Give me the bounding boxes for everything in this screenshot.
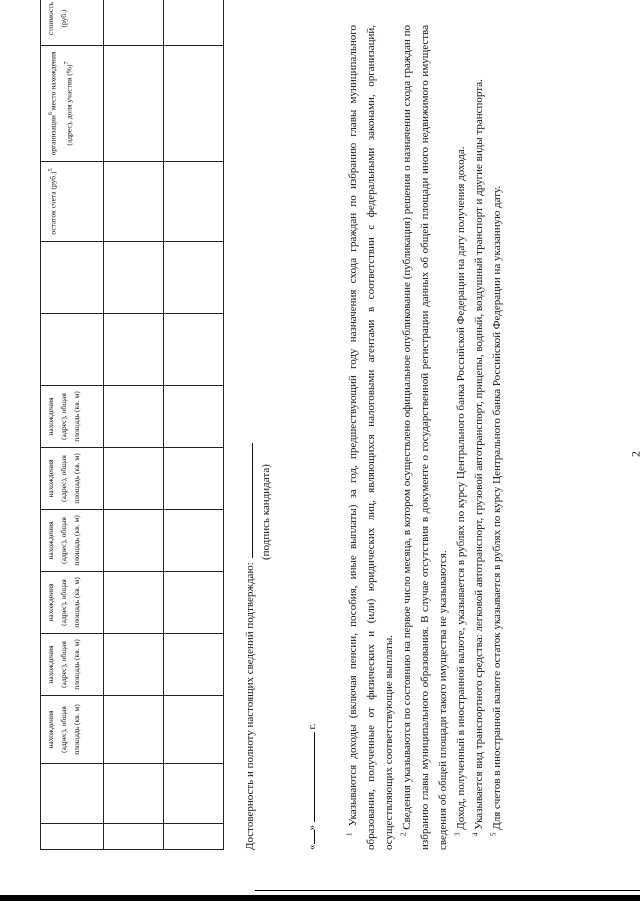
table-cell xyxy=(164,242,224,314)
table-cell xyxy=(164,162,224,242)
page-number: 2 xyxy=(628,451,643,457)
table-header-cell: нахождения (адрес), общая площадь (кв. м) xyxy=(41,448,104,510)
table-cell xyxy=(164,634,224,696)
table-header-cell: нахождения (адрес), общая площадь (кв. м) xyxy=(41,510,104,572)
footnote-3: $^3$ Доход, полученный в иностранной валюте, указывается в рублях по курсу Центрального банка Российской Федерации на дату получения дохода. xyxy=(453,146,467,836)
table-header-cell: остаток счета $(руб.)^5$ xyxy=(41,162,104,242)
table-cell xyxy=(164,0,224,46)
certification-line xyxy=(244,370,256,850)
table-header-cell: нахождения (адрес), общая площадь (кв. м) xyxy=(41,634,104,696)
table-cell xyxy=(164,46,224,162)
table-cell xyxy=(104,824,164,850)
footnote-4: $^4$ Указывается вид транспортного средства: легковой автотранспорт, грузовой автотранспорт, прицепы, водный, воздушный транспорт и другие виды транспорта. xyxy=(471,79,485,836)
scan-edge-thick-line xyxy=(0,895,640,901)
table-cell xyxy=(104,510,164,572)
certification-text: Достоверность и полноту настоящих сведений подтверждаю: xyxy=(244,562,256,850)
table-header-cell xyxy=(41,242,104,314)
table-cell xyxy=(164,696,224,764)
assets-table xyxy=(40,0,224,850)
footnote-1: $^1$ Указываются доходы (включая пенсии, пособия, иные выплаты) за год, предшествующий году назначения схода граждан по избранию главы муниципального образования, полученные от физических и (или) юридических лиц, являющихся налоговыми агентами в соответствии с федеральными законами, организаций, осуществляющих соответствующие выплаты. xyxy=(345,25,395,850)
table-row xyxy=(164,0,224,850)
footnotes xyxy=(344,25,506,850)
footnote-2: $^2$ Сведения указываются по состоянию на первое число месяца, в котором осуществлено официальное опубликование (публикация) решения о назначении схода граждан по избранию главы муниципального образования. В случае отсутствия в документе о государственной регистрации данных об общей площади иного недвижимого имущества сведения об общей площади такого имущества не указываются. xyxy=(399,24,449,850)
table-header-cell: нахождения (адрес), общая площадь (кв. м) xyxy=(41,572,104,634)
table-cell xyxy=(164,572,224,634)
table-cell xyxy=(104,572,164,634)
table-cell xyxy=(104,242,164,314)
day-blank xyxy=(314,831,315,845)
signature-caption: (подпись кандидата) xyxy=(260,464,272,560)
table-cell xyxy=(164,448,224,510)
scan-edge-thin-line xyxy=(255,890,640,891)
table-cell xyxy=(164,510,224,572)
month-year-blank xyxy=(314,732,315,822)
table-cell xyxy=(164,314,224,386)
signature-line xyxy=(252,443,253,558)
year-suffix: г. xyxy=(306,723,318,730)
table-header-cell: нахождения (адрес), общая площадь (кв. м) xyxy=(41,386,104,448)
table-cell xyxy=(104,162,164,242)
table-cell xyxy=(164,824,224,850)
table-header-cell: нахождения (адрес), общая площадь (кв. м) xyxy=(41,696,104,764)
table-header-cell xyxy=(41,314,104,386)
table-cell xyxy=(104,764,164,824)
table-header-row xyxy=(41,0,104,850)
footnote-5: $^5$ Для счетов в иностранной валюте остаток указывается в рублях по курсу Центрального банка Российской Федерации на указанную дату. xyxy=(489,185,503,836)
rotated-page-content xyxy=(0,2,640,890)
table-row xyxy=(104,0,164,850)
table-cell xyxy=(104,696,164,764)
table-cell xyxy=(104,46,164,162)
table-header-cell xyxy=(41,824,104,850)
table-cell xyxy=(104,386,164,448)
table-cell xyxy=(164,386,224,448)
date-close-quote: » xyxy=(306,825,318,831)
table-cell xyxy=(104,448,164,510)
date-line xyxy=(306,723,318,850)
table-cell xyxy=(104,314,164,386)
table-header-cell: организации$^6$ место нахождения (адрес), доля участия (%)$^7$ xyxy=(41,46,104,162)
table-header-cell: стоимость (руб.) xyxy=(41,0,104,46)
table-cell xyxy=(104,0,164,46)
table-cell xyxy=(104,634,164,696)
table-header-cell xyxy=(41,764,104,824)
date-open-quote: « xyxy=(306,844,318,850)
table-cell xyxy=(164,764,224,824)
